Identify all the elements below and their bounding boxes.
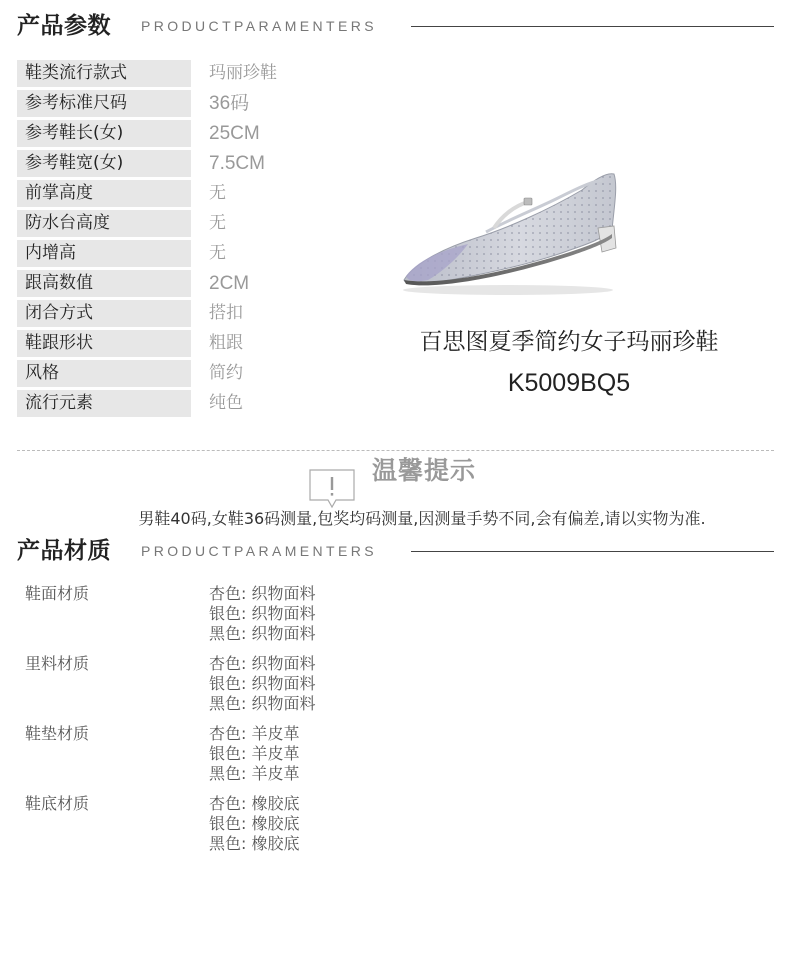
param-label: 跟高数值 [17, 270, 191, 297]
param-row [17, 270, 337, 300]
section-title: 产品材质 [17, 538, 111, 564]
param-label: 参考鞋长(女) [17, 120, 191, 147]
param-value: 2CM [209, 273, 250, 294]
param-row [17, 240, 337, 270]
param-row [17, 60, 337, 90]
material-label: 鞋面材质 [25, 584, 90, 603]
param-label: 风格 [17, 360, 191, 387]
materials-list [25, 584, 525, 864]
section-rule [411, 26, 774, 27]
notice-title: 温馨提示 [372, 456, 477, 485]
param-value: 搭扣 [209, 303, 243, 323]
param-row [17, 210, 337, 240]
param-value: 无 [209, 243, 226, 263]
param-row [17, 150, 337, 180]
material-label: 鞋垫材质 [25, 724, 90, 743]
notice-icon [309, 469, 355, 509]
param-value: 简约 [209, 363, 243, 383]
param-row [17, 390, 337, 420]
param-value: 玛丽珍鞋 [209, 63, 277, 83]
material-value: 银色: 织物面料 [209, 674, 316, 693]
material-group [25, 654, 525, 724]
param-label: 鞋类流行款式 [17, 60, 191, 87]
param-label: 参考鞋宽(女) [17, 150, 191, 177]
param-label: 参考标准尺码 [17, 90, 191, 117]
material-values [209, 654, 315, 714]
dashed-divider [17, 450, 774, 451]
param-label: 闭合方式 [17, 300, 191, 327]
param-row [17, 120, 337, 150]
material-value: 黑色: 橡胶底 [209, 834, 300, 853]
material-values [209, 794, 299, 854]
material-values [209, 584, 315, 644]
param-label: 防水台高度 [17, 210, 191, 237]
material-value: 杏色: 羊皮革 [209, 724, 300, 743]
material-label: 里料材质 [25, 654, 90, 673]
param-label: 内增高 [17, 240, 191, 267]
material-value: 银色: 羊皮革 [209, 744, 300, 763]
params-table [17, 60, 337, 420]
param-value: 粗跟 [209, 333, 243, 353]
param-row [17, 300, 337, 330]
param-value: 25CM [209, 123, 260, 144]
material-value: 杏色: 橡胶底 [209, 794, 300, 813]
material-value: 银色: 织物面料 [209, 604, 316, 623]
param-label: 流行元素 [17, 390, 191, 417]
param-value: 纯色 [209, 393, 243, 413]
material-value: 杏色: 织物面料 [209, 654, 316, 673]
material-value: 黑色: 织物面料 [209, 624, 316, 643]
section-rule [411, 551, 774, 552]
section-header-params [17, 10, 774, 42]
param-row [17, 180, 337, 210]
notice-text: 男鞋40码,女鞋36码测量,包奖均码测量,因测量手势不同,会有偏差,请以实物为准. [138, 509, 706, 528]
material-value: 银色: 橡胶底 [209, 814, 300, 833]
material-value: 黑色: 织物面料 [209, 694, 316, 713]
param-row [17, 90, 337, 120]
param-row [17, 330, 337, 360]
material-label: 鞋底材质 [25, 794, 90, 813]
product-name: 百思图夏季简约女子玛丽珍鞋 [419, 329, 719, 355]
material-value: 杏色: 织物面料 [209, 584, 316, 603]
section-header-materials [17, 535, 774, 567]
param-value: 7.5CM [209, 153, 265, 174]
param-value: 36码 [209, 93, 250, 114]
product-code: K5009BQ5 [507, 369, 631, 397]
material-group [25, 724, 525, 794]
material-value: 黑色: 羊皮革 [209, 764, 300, 783]
param-row [17, 360, 337, 390]
material-group [25, 794, 525, 864]
section-subtitle: PRODUCTPARAMENTERS [141, 543, 377, 559]
material-group [25, 584, 525, 654]
product-shoe-image [398, 168, 624, 298]
param-label: 鞋跟形状 [17, 330, 191, 357]
section-title: 产品参数 [17, 13, 111, 39]
param-label: 前掌高度 [17, 180, 191, 207]
param-value: 无 [209, 213, 226, 233]
param-value: 无 [209, 183, 226, 203]
material-values [209, 724, 299, 784]
section-subtitle: PRODUCTPARAMENTERS [141, 18, 377, 34]
